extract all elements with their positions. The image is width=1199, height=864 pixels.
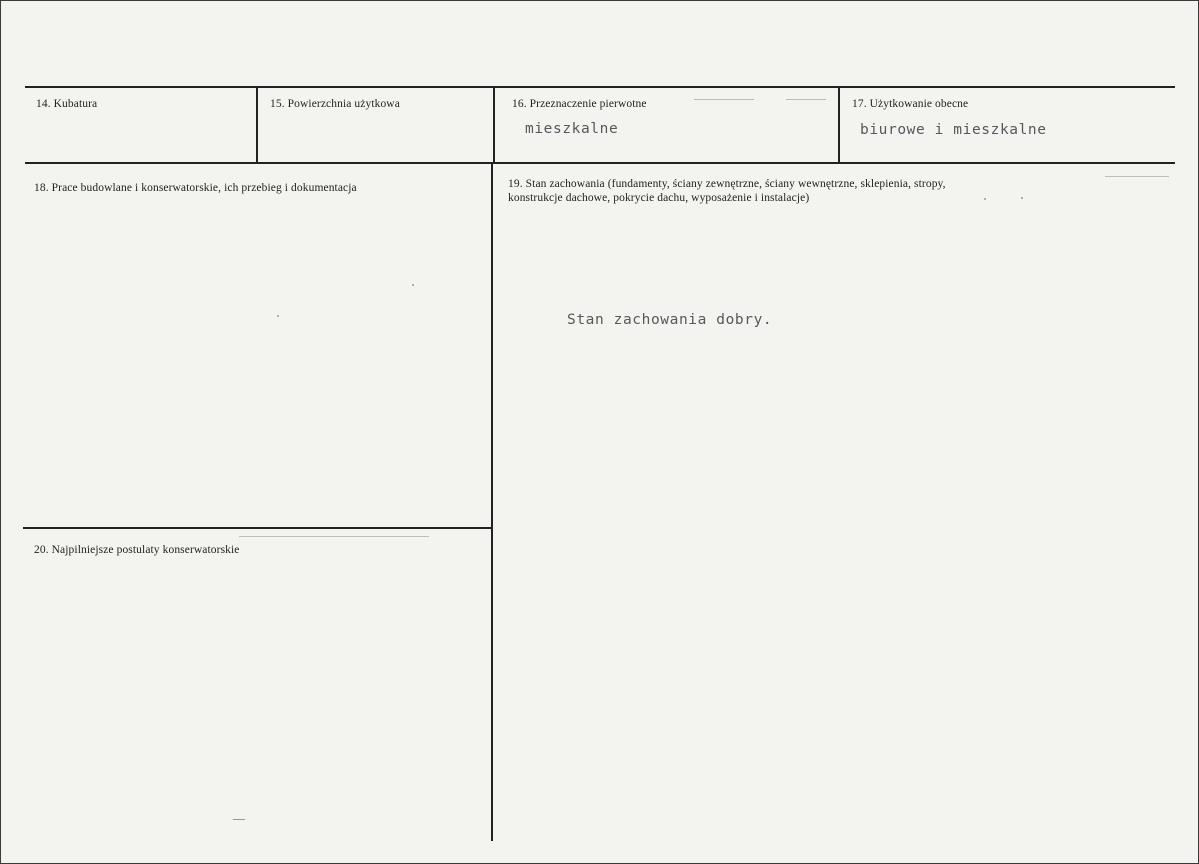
field-18-label: 18. Prace budowlane i konserwatorskie, ich przebieg i dokumentacja	[34, 182, 357, 194]
scan-speck	[412, 284, 414, 286]
divider-main-columns	[491, 163, 493, 841]
row1-bottom-rule	[25, 162, 1175, 164]
scan-mark	[233, 819, 245, 820]
field-19-label-line2: konstrukcje dachowe, pokrycie dachu, wyposażenie i instalacje)	[508, 192, 810, 204]
field-17-label: 17. Użytkowanie obecne	[852, 98, 969, 110]
field-19-label-line1: 19. Stan zachowania (fundamenty, ściany zewnętrzne, ściany wewnętrzne, sklepienia, stropy,	[508, 178, 946, 190]
field-14-label: 14. Kubatura	[36, 98, 98, 110]
scan-mark	[239, 536, 429, 537]
divider-14-15	[256, 87, 258, 163]
top-rule	[25, 86, 1175, 88]
left-middle-rule	[23, 527, 492, 529]
field-16-value: mieszkalne	[525, 121, 619, 137]
scan-speck	[1021, 197, 1023, 199]
scan-mark	[1105, 176, 1169, 177]
scan-speck	[984, 198, 986, 200]
divider-15-16	[493, 87, 495, 163]
scan-mark	[786, 99, 826, 100]
scan-speck	[277, 315, 279, 317]
scan-mark	[694, 99, 754, 100]
field-16-label: 16. Przeznaczenie pierwotne	[512, 98, 647, 110]
field-17-value: biurowe i mieszkalne	[860, 122, 1047, 138]
field-19-value: Stan zachowania dobry.	[567, 312, 773, 328]
divider-16-17	[838, 87, 840, 163]
field-15-label: 15. Powierzchnia użytkowa	[270, 98, 400, 110]
field-20-label: 20. Najpilniejsze postulaty konserwatorskie	[34, 544, 240, 556]
